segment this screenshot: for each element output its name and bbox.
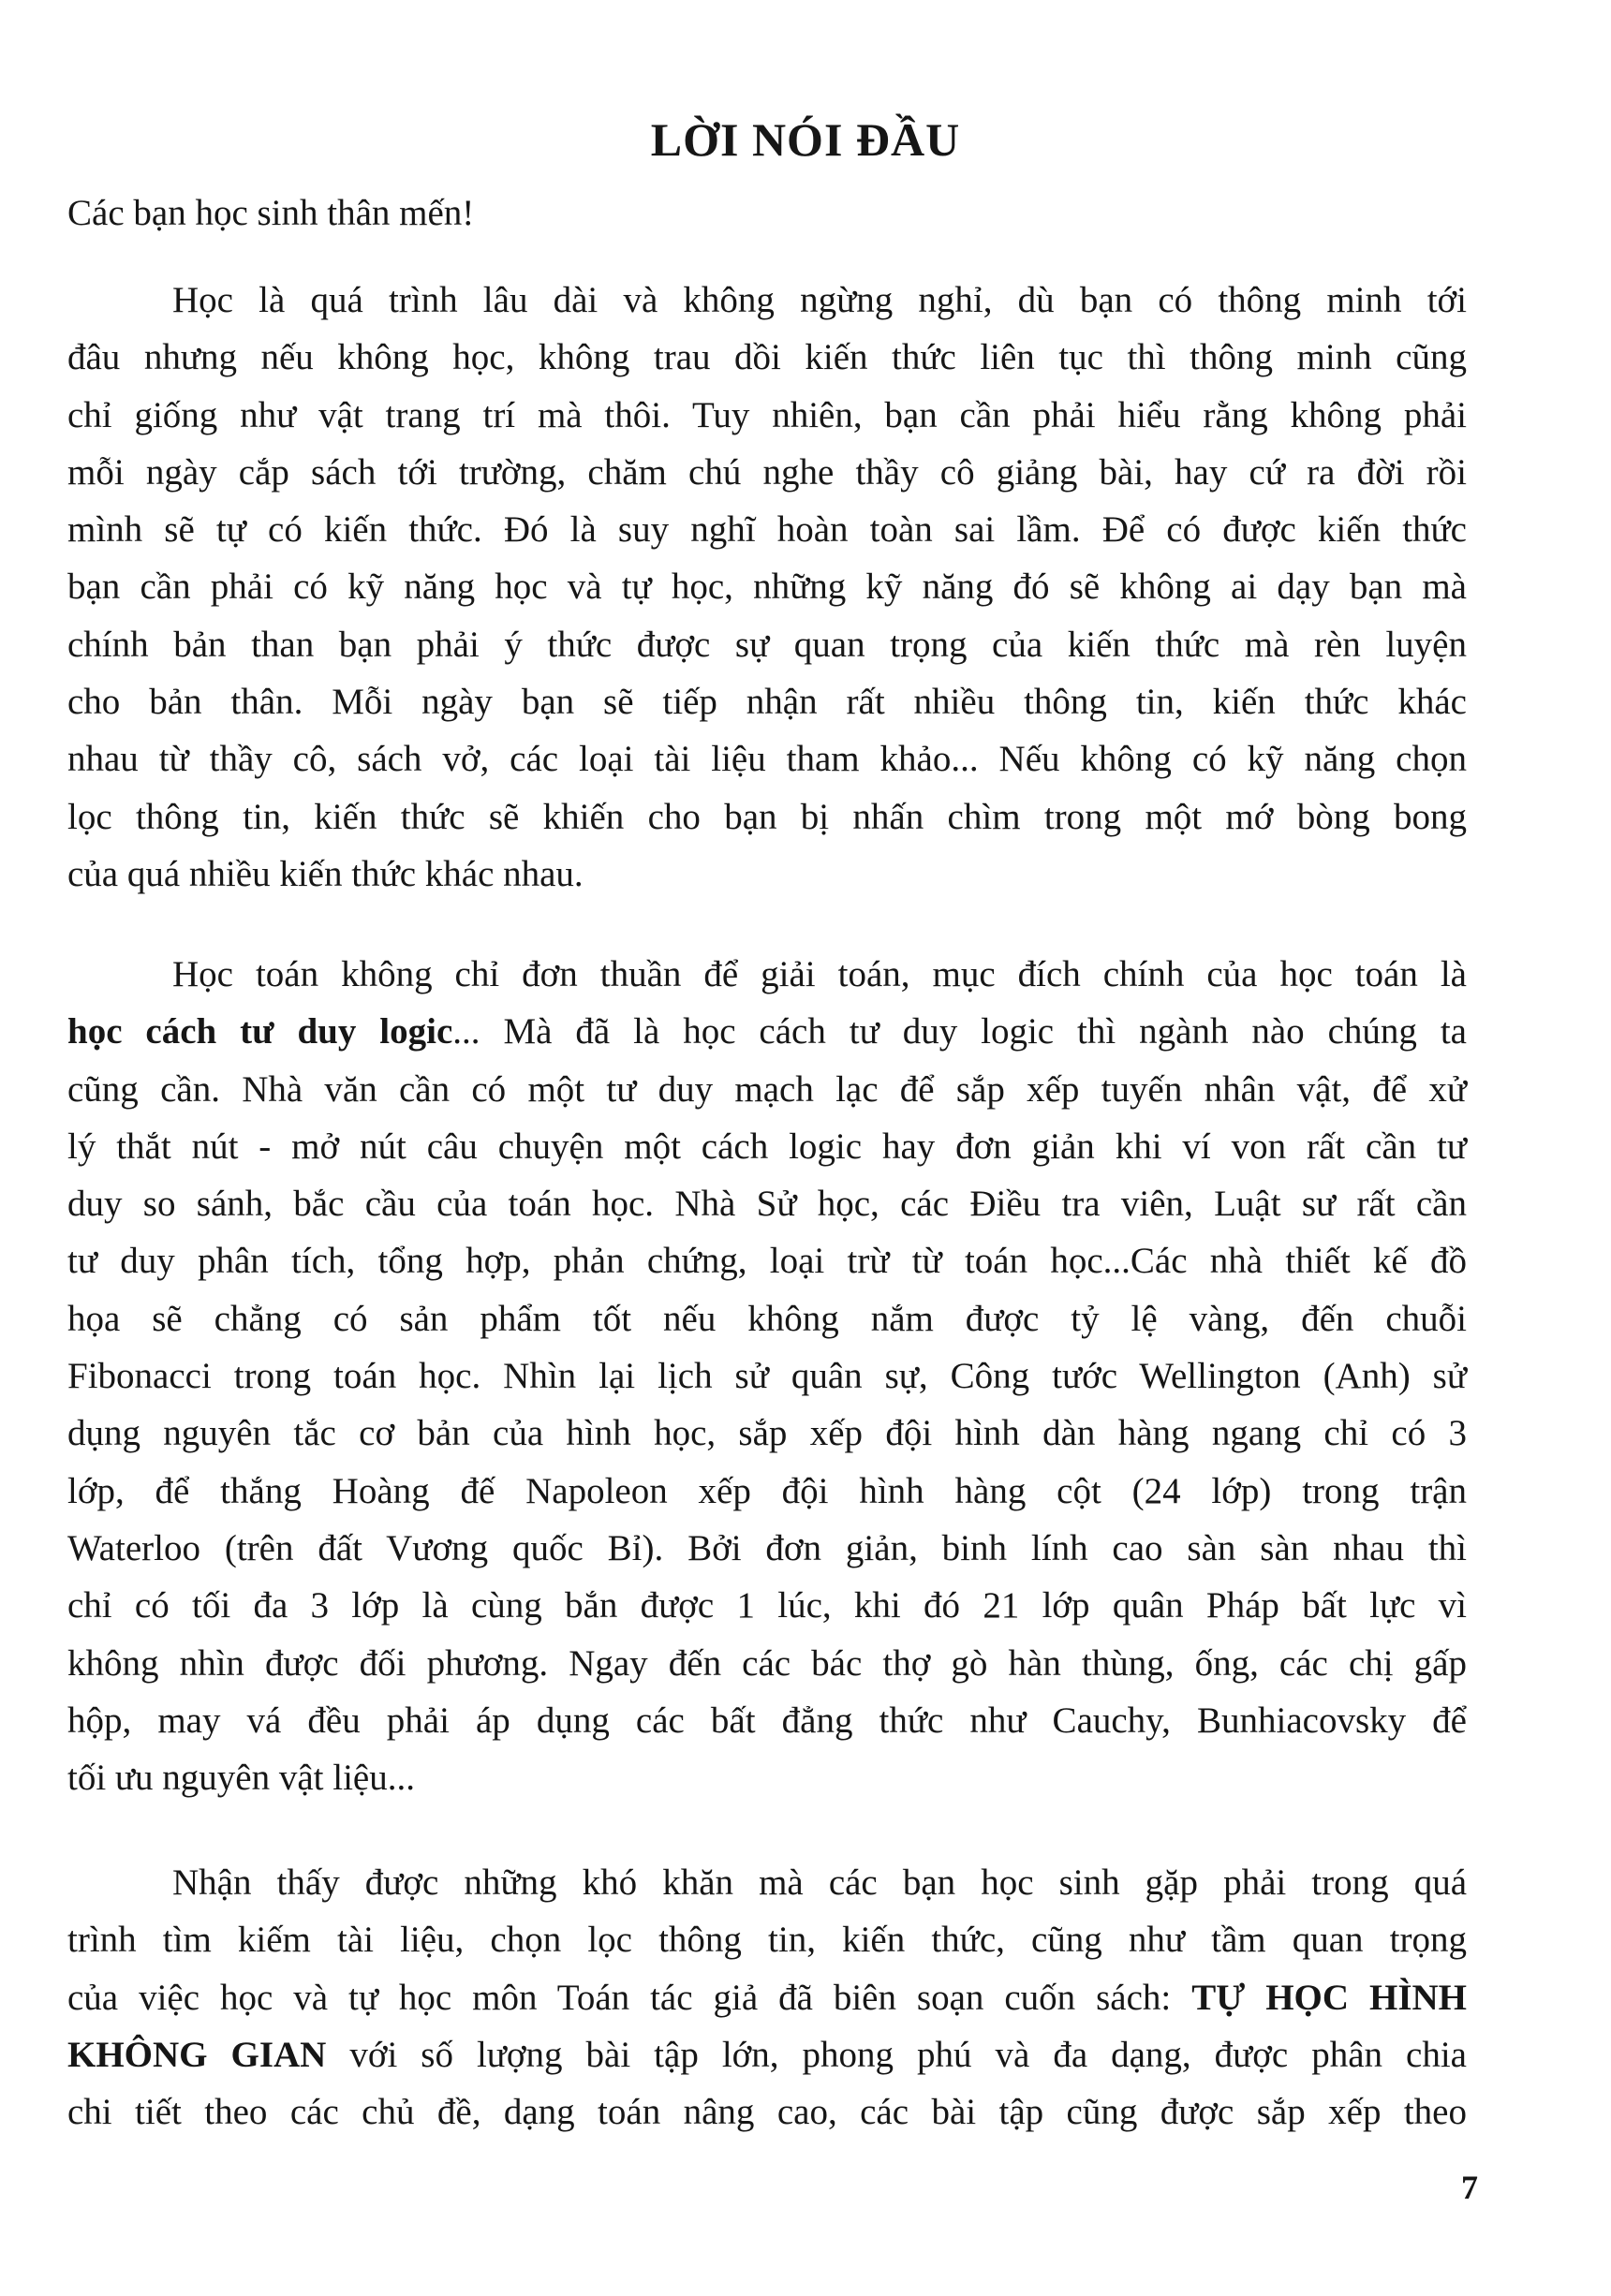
paragraph-line: lọc thông tin, kiến thức sẽ khiến cho bạn bị nhấn chìm trong một mớ bòng bong xyxy=(67,796,1467,837)
paragraph-line: chỉ giống như vật trang trí mà thôi. Tuy nhiên, bạn cần phải hiểu rằng không phải xyxy=(67,394,1467,435)
paragraph-line: của quá nhiều kiến thức khác nhau. xyxy=(67,853,584,894)
paragraph-2 xyxy=(67,946,1467,1806)
paragraph-1 xyxy=(67,272,1467,903)
page-title: LỜI NÓI ĐẦU xyxy=(650,113,961,166)
paragraph-line: chi tiết theo các chủ đề, dạng toán nâng cao, các bài tập cũng được sắp xếp theo xyxy=(67,2092,1467,2133)
paragraph-line: trình tìm kiếm tài liệu, chọn lọc thông tin, kiến thức, cũng như tầm quan trọng xyxy=(67,1920,1467,1961)
paragraph-line: chính bản than bạn phải ý thức được sự quan trọng của kiến thức mà rèn luyện xyxy=(67,624,1467,665)
paragraph-line xyxy=(67,1969,1467,2026)
paragraph-line: mình sẽ tự có kiến thức. Đó là suy nghĩ hoàn toàn sai lầm. Để có được kiến thức xyxy=(67,509,1467,551)
paragraph-line: hộp, may vá đều phải áp dụng các bất đẳng thức như Cauchy, Bunhiacovsky để xyxy=(67,1700,1467,1741)
paragraph-line: Học là quá trình lâu dài và không ngừng nghỉ, dù bạn có thông minh tới xyxy=(172,280,1467,320)
paragraph-line: dụng nguyên tắc cơ bản của hình học, sắp xếp đội hình dàn hàng ngang chỉ có 3 xyxy=(67,1413,1467,1454)
paragraph-line: tư duy phân tích, tổng hợp, phản chứng, loại trừ từ toán học...Các nhà thiết kế đồ xyxy=(67,1241,1467,1282)
page-number: 7 xyxy=(1461,2169,1478,2206)
paragraph-line xyxy=(67,2026,1467,2083)
paragraph-line: lớp, để thắng Hoàng đế Napoleon xếp đội hình hàng cột (24 lớp) trong trận xyxy=(67,1470,1467,1511)
paragraph-line: duy so sánh, bắc cầu của toán học. Nhà Sử học, các Điều tra viên, Luật sư rất cần xyxy=(67,1184,1467,1225)
paragraph-line: cũng cần. Nhà văn cần có một tư duy mạch lạc để sắp xếp tuyến nhân vật, để xử xyxy=(67,1068,1467,1110)
paragraph-line-start: của việc học và tự học môn Toán tác giả đã biên soạn cuốn sách: xyxy=(67,1977,1192,2018)
book-title-part-2: KHÔNG GIAN xyxy=(67,2034,327,2075)
bold-phrase: học cách tư duy logic xyxy=(67,1011,453,1052)
paragraph-line: lý thắt nút - mở nút câu chuyện một cách logic hay đơn giản khi ví von rất cần tư xyxy=(67,1126,1467,1167)
paragraph-line: tối ưu nguyên vật liệu... xyxy=(67,1758,415,1799)
paragraph-line: Nhận thấy được những khó khăn mà các bạn học sinh gặp phải trong quá xyxy=(172,1862,1467,1903)
paragraph-line: bạn cần phải có kỹ năng học và tự học, những kỹ năng đó sẽ không ai dạy bạn mà xyxy=(67,567,1467,608)
paragraph-line: nhau từ thầy cô, sách vở, các loại tài liệu tham khảo... Nếu không có kỹ năng chọn xyxy=(67,739,1467,780)
greeting: Các bạn học sinh thân mến! xyxy=(67,193,475,233)
paragraph-line: cho bản thân. Mỗi ngày bạn sẽ tiếp nhận rất nhiều thông tin, kiến thức khác xyxy=(67,682,1467,723)
paragraph-line: Fibonacci trong toán học. Nhìn lại lịch sử quân sự, Công tước Wellington (Anh) sử xyxy=(67,1356,1467,1397)
paragraph-line: đâu nhưng nếu không học, không trau dồi kiến thức liên tục thì thông minh cũng xyxy=(67,337,1467,378)
book-title-part-1: TỰ HỌC HÌNH xyxy=(1191,1977,1467,2018)
paragraph-line: họa sẽ chẳng có sản phẩm tốt nếu không nắm được tỷ lệ vàng, đến chuỗi xyxy=(67,1298,1467,1339)
paragraph-line: Waterloo (trên đất Vương quốc Bỉ). Bởi đơn giản, binh lính cao sàn sàn nhau thì xyxy=(67,1527,1467,1568)
paragraph-line: Học toán không chỉ đơn thuần để giải toán, mục đích chính của học toán là xyxy=(172,954,1467,994)
paragraph-line: mỗi ngày cắp sách tới trường, chăm chú nghe thầy cô giảng bài, hay cứ ra đời rồi xyxy=(67,451,1467,493)
paragraph-line-rest: với số lượng bài tập lớn, phong phú và đa dạng, được phân chia xyxy=(326,2034,1467,2075)
paragraph-line: không nhìn được đối phương. Ngay đến các bác thợ gò hàn thùng, ống, các chị gấp xyxy=(67,1642,1467,1684)
paragraph-line: chỉ có tối đa 3 lớp là cùng bắn được 1 lúc, khi đó 21 lớp quân Pháp bất lực vì xyxy=(67,1585,1467,1626)
paragraph-line-rest: ... Mà đã là học cách tư duy logic thì ngành nào chúng ta xyxy=(452,1011,1467,1052)
paragraph-3 xyxy=(67,1854,1467,2141)
paragraph-line xyxy=(67,1003,1467,1060)
